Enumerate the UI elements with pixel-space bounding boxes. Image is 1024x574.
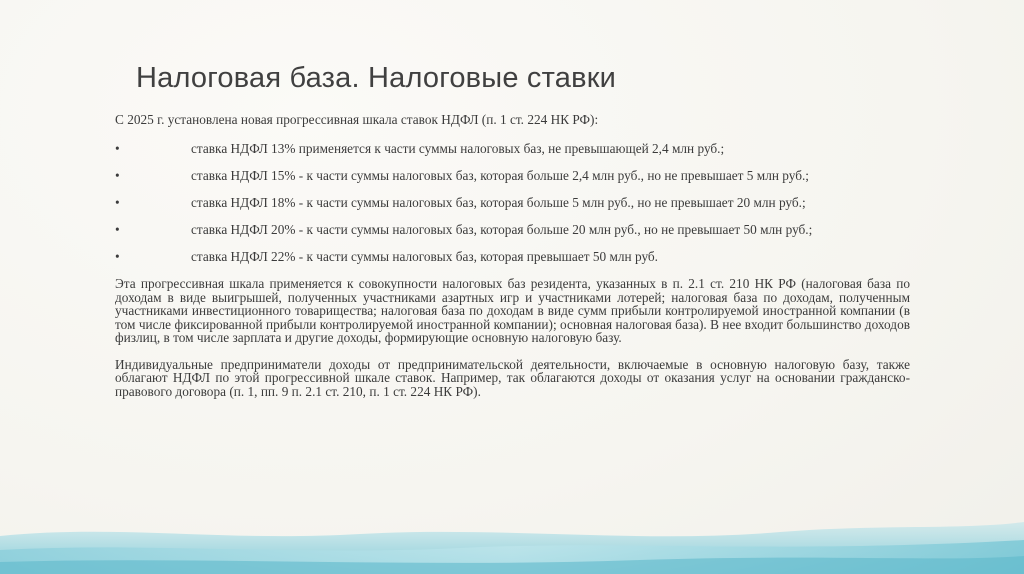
slide-title: Налоговая база. Налоговые ставки: [136, 62, 617, 94]
bullet-item: [115, 168, 910, 183]
bullet-text: ставка НДФЛ 13% применяется к части суммы налоговых баз, не превышающей 2,4 млн руб.;: [191, 141, 725, 156]
bullet-item: [115, 195, 910, 210]
bullet-icon: •: [115, 168, 120, 183]
bullet-text: ставка НДФЛ 20% - к части суммы налоговых баз, которая больше 20 млн руб., но не превышает 50 млн руб.;: [191, 222, 813, 237]
body-paragraph: Индивидуальные предприниматели доходы от предпринимательской деятельности, включаемые в основную налоговую базу, также облагают НДФЛ по этой прогрессивной шкале ставок. Например, так облагаются доходы от оказания услуг на основании гражданско-правового договора (п. 1, пп. 9 п. 2.1 ст. 210, п. 1 ст. 224 НК РФ).: [115, 356, 910, 399]
bullet-text: ставка НДФЛ 18% - к части суммы налоговых баз, которая больше 5 млн руб., но не превышает 20 млн руб.;: [191, 195, 806, 210]
bullet-icon: •: [115, 222, 120, 237]
bullet-item: [115, 249, 910, 264]
bullet-icon: •: [115, 141, 120, 156]
bullet-text: ставка НДФЛ 22% - к части суммы налоговых баз, которая превышает 50 млн руб.: [191, 249, 659, 264]
body-paragraph: Эта прогрессивная шкала применяется к совокупности налоговых баз резидента, указанных в п. 2.1 ст. 210 НК РФ (налоговая база по доходам в виде выигрышей, полученных участниками азартных игр и участниками лотерей; налоговая база по доходам, полученным участниками инвестиционного товарищества; налоговая база по доходам в виде сумм прибыли контролируемой иностранной компании (в том числе фиксированной прибыли контролируемой иностранной компании); основная налоговая база). В нее входит большинство доходов физлиц, в том числе зарплата и другие доходы, формирующие основную налоговую базу.: [115, 276, 910, 345]
bullet-text: ставка НДФЛ 15% - к части суммы налоговых баз, которая больше 2,4 млн руб., но не превышает 5 млн руб.;: [191, 168, 809, 183]
bullet-item: [115, 141, 910, 156]
watercolor-wave-decoration: [0, 484, 1024, 574]
bullet-icon: •: [115, 195, 120, 210]
bullet-item: [115, 222, 910, 237]
bullet-icon: •: [115, 249, 120, 264]
intro-text: С 2025 г. установлена новая прогрессивная шкала ставок НДФЛ (п. 1 ст. 224 НК РФ):: [115, 112, 599, 127]
slide-body: [115, 112, 910, 410]
